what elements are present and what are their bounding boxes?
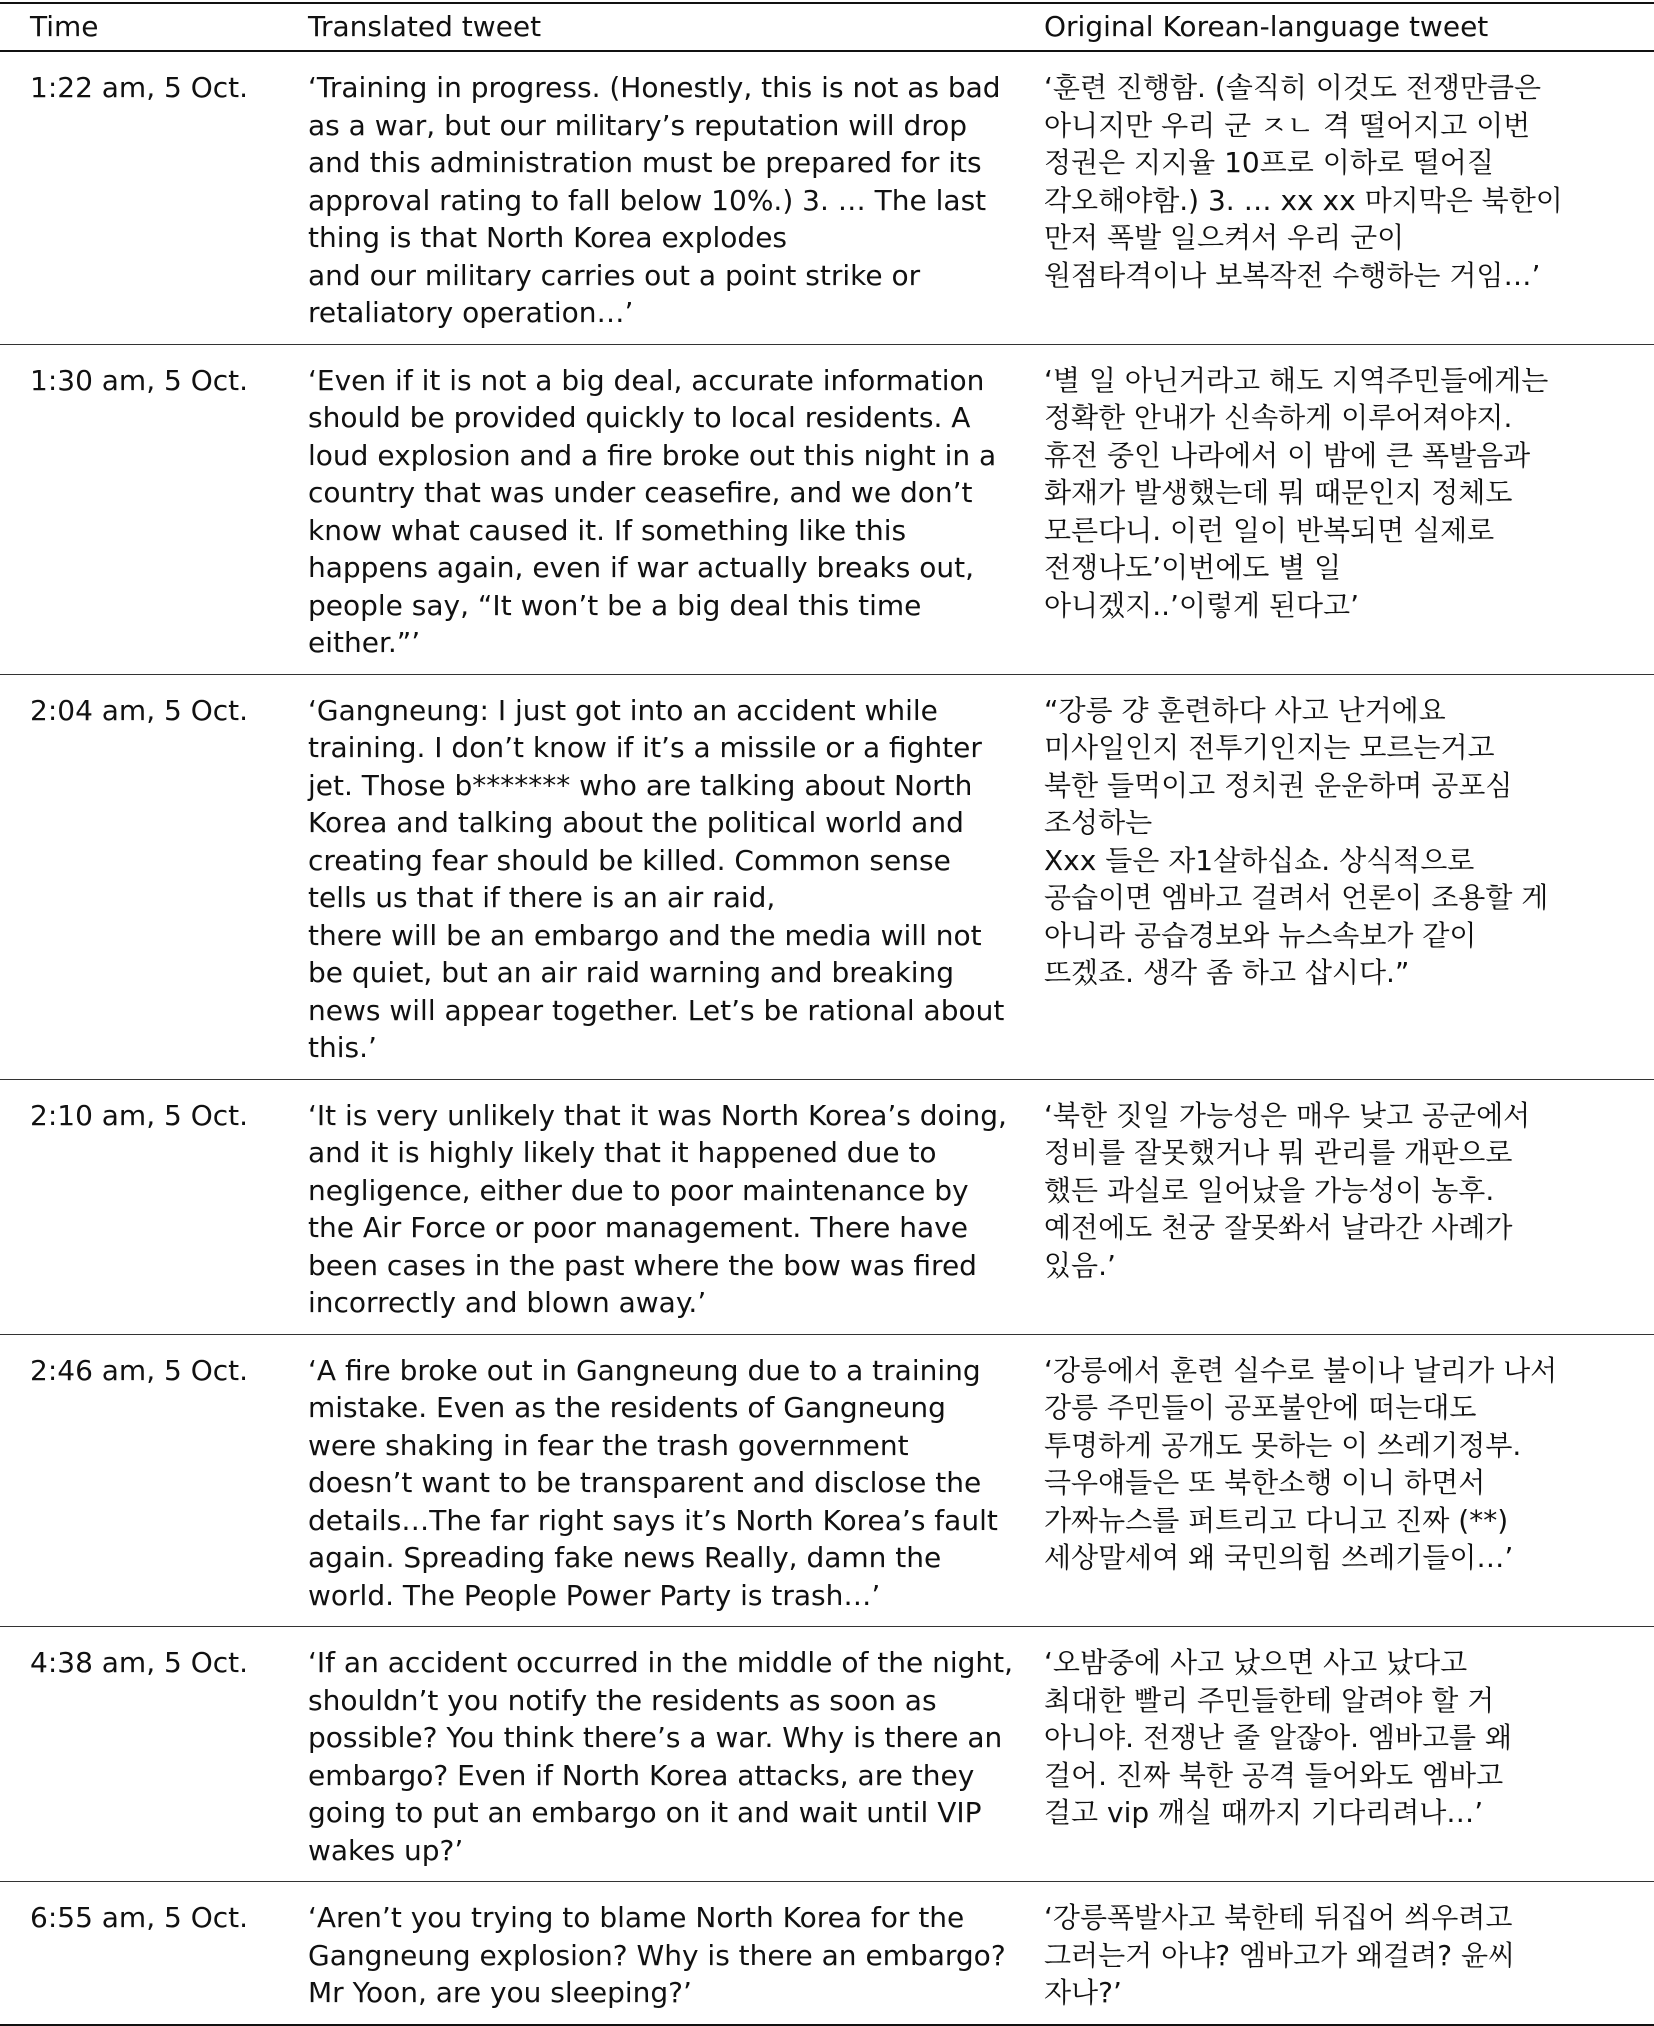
time-cell: [0, 1334, 308, 1627]
time-cell: [0, 674, 308, 1079]
time-text: 6:55 am, 5 Oct.: [30, 1901, 249, 1934]
time-cell: [0, 1079, 308, 1334]
original-tweet-text: ‘훈련 진행함. (솔직히 이것도 전쟁만큼은 아니지만 우리 군 ㅈㄴ 격 떨어지고 이번 정권은 지지율 10프로 이하로 떨어질 각오해야함.) 3. … xx xx 마지막은 북한이 만저 폭발 일으켜서 우리 군이 원점타격이나 보복작전 수행하는 거임…’: [1044, 71, 1563, 292]
translated-tweet-text: ‘Even if it is not a big deal, accurate information should be provided quickly to local residents. A loud explosion and a fire broke out this night in a country that was under ceasefire, and we don’t know what caused it. If something like this happens again, even if war actually breaks out, people say, “It won’t be a big deal this time either.”’: [308, 363, 997, 659]
translated-tweet-cell: [308, 344, 1044, 674]
time-text: 2:10 am, 5 Oct.: [30, 1098, 249, 1132]
header-time: Time: [30, 10, 99, 44]
original-tweet-cell: [1044, 1627, 1654, 1882]
original-tweet-cell: [1044, 344, 1654, 674]
original-tweet-text: ‘오밤중에 사고 났으면 사고 났다고 최대한 빨리 주민들한테 알려야 할 거 아니야. 전쟁난 줄 알잖아. 엠바고를 왜 걸어. 진짜 북한 공격 들어와도 엠바고 걸고 vip 깨실 때까지 기다리려나…’: [1044, 1646, 1513, 1829]
table-row: [0, 344, 1654, 674]
original-tweet-cell: [1044, 1882, 1654, 2025]
table-row: [0, 1334, 1654, 1627]
table-row: [0, 1882, 1654, 2025]
time-text: 2:46 am, 5 Oct.: [30, 1353, 249, 1387]
time-cell: [0, 51, 308, 344]
time-cell: [0, 1882, 308, 2025]
translated-tweet-cell: [308, 674, 1044, 1079]
table-body: [0, 51, 1654, 2025]
original-tweet-cell: [1044, 51, 1654, 344]
translated-tweet-cell: [308, 1882, 1044, 2025]
translated-tweet-text: ‘It is very unlikely that it was North Korea’s doing, and it is highly likely that it happened due to negligence, either due to poor maintenance by the Air Force or poor management. There have been cases in the past where the bow was fired incorrectly and blown away.’: [308, 1098, 1007, 1319]
translated-tweet-text: ‘A fire broke out in Gangneung due to a training mistake. Even as the residents of Gangneung were shaking in fear the trash government doesn’t want to be transparent and disclose the details…The far right says it’s North Korea’s fault again. Spreading fake news Really, damn the world. The People Power Party is trash…’: [308, 1353, 998, 1612]
table-row: [0, 674, 1654, 1079]
original-tweet-cell: [1044, 1079, 1654, 1334]
original-tweet-text: ‘강릉에서 훈련 실수로 불이나 날리가 나서 강릉 주민들이 공포불안에 떠는대도 투명하게 공개도 못하는 이 쓰레기정부. 극우얘들은 또 북한소행 이니 하면서 가짜뉴스를 퍼트리고 다니고 진짜 (**) 세상말세여 왜 국민의힘 쓰레기들이…’: [1044, 1353, 1558, 1574]
table-row: [0, 1079, 1654, 1334]
original-tweet-cell: [1044, 1334, 1654, 1627]
translated-tweet-text: ‘Aren’t you trying to blame North Korea for the Gangneung explosion? Why is there an embargo? Mr Yoon, are you sleeping?’: [308, 1901, 1006, 2009]
original-tweet-text: ‘별 일 아닌거라고 해도 지역주민들에게는 정확한 안내가 신속하게 이루어져야지. 휴전 중인 나라에서 이 밤에 큰 폭발음과 화재가 발생했는데 뭐 때문인지 정체도 모른다니. 이런 일이 반복되면 실제로 전쟁나도’이번에도 별 일 아니겠지..’이렇게 된다고’: [1044, 363, 1549, 622]
translated-tweet-cell: [308, 1334, 1044, 1627]
original-tweet-text: ‘강릉폭발사고 북한테 뒤집어 씌우려고 그러는거 아냐? 엠바고가 왜걸려? 윤씨 자나?’: [1044, 1901, 1516, 2009]
time-text: 1:30 am, 5 Oct.: [30, 363, 249, 397]
original-tweet-text: “강릉 걍 훈련하다 사고 난거에요 미사일인지 전투기인지는 모르는거고 북한 들먹이고 정치권 운운하며 공포심 조성하는 Xxx 들은 자1살하십쇼. 상식적으로 공습이면 엠바고 걸려서 언론이 조용할 게 아니라 공습경보와 뉴스속보가 같이 뜨겠죠. 생각 좀 하고 삽시다.”: [1044, 693, 1549, 989]
header-translated: Translated tweet: [308, 10, 542, 44]
table-row: [0, 51, 1654, 344]
translated-tweet-cell: [308, 1627, 1044, 1882]
original-tweet-cell: [1044, 674, 1654, 1079]
translated-tweet-cell: [308, 51, 1044, 344]
time-cell: [0, 344, 308, 674]
translated-tweet-text: ‘If an accident occurred in the middle of the night, shouldn’t you notify the residents as soon as possible? You think there’s a war. Why is there an embargo? Even if North Korea attacks, are they going to put an embargo on it and wait until VIP wakes up?’: [308, 1646, 1014, 1867]
tweets-table: [0, 2, 1654, 2026]
original-tweet-text: ‘북한 짓일 가능성은 매우 낮고 공군에서 정비를 잘못했거나 뭐 관리를 개판으로 했든 과실로 일어났을 가능성이 농후. 예전에도 천궁 잘못쏴서 날라간 사례가 있음.’: [1044, 1098, 1531, 1282]
table-row: [0, 1627, 1654, 1882]
header-row: [0, 3, 1654, 51]
time-text: 2:04 am, 5 Oct.: [30, 693, 249, 727]
table-header: [0, 3, 1654, 51]
header-original: Original Korean-language tweet: [1044, 10, 1489, 44]
time-cell: [0, 1627, 308, 1882]
time-text: 4:38 am, 5 Oct.: [30, 1646, 249, 1679]
translated-tweet-text: ‘Training in progress. (Honestly, this is not as bad as a war, but our military’s reputation will drop and this administration must be prepared for its approval rating to fall below 10%.) 3. … The last thing is that North Korea explodes and our military carries out a point strike or retaliatory operation…’: [308, 71, 1001, 329]
translated-tweet-cell: [308, 1079, 1044, 1334]
translated-tweet-text: ‘Gangneung: I just got into an accident while training. I don’t know if it’s a missile or a fighter jet. Those b******* who are talking about North Korea and talking about the political world and creating fear should be killed. Common sense tells us that if there is an air raid, there will be an embargo and the media will not be quiet, but an air raid warning and breaking news will appear together. Let’s be rational about this.’: [308, 693, 1005, 1064]
time-text: 1:22 am, 5 Oct.: [30, 71, 249, 104]
